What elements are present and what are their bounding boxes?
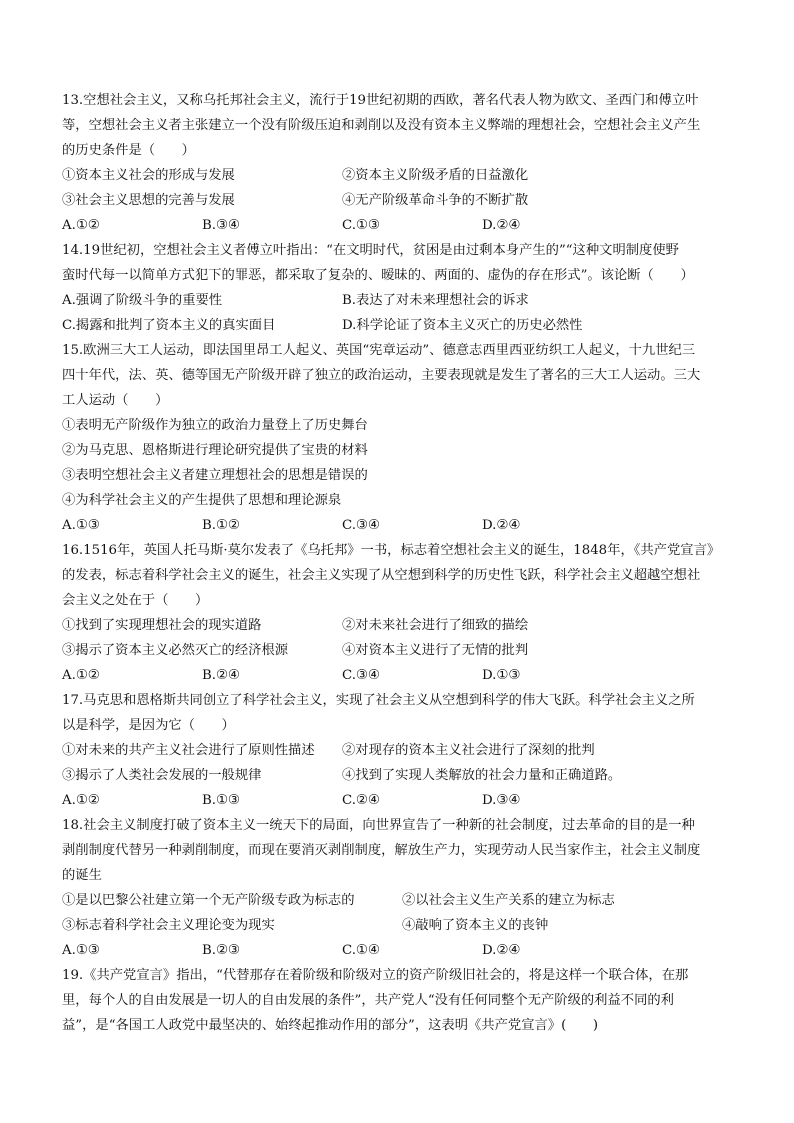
question-18-option-2: ②以社会主义生产关系的建立为标志 (402, 893, 615, 908)
question-18-choice-b: B.②③ (202, 943, 240, 958)
question-16-option-3: ③揭示了资本主义必然灭亡的经济根源 (62, 643, 289, 658)
question-18-choice-c: C.①④ (342, 943, 380, 958)
question-16-choice-d: D.①③ (482, 668, 521, 683)
question-17-choice-d: D.③④ (482, 793, 521, 808)
question-18-option-1: ①是以巴黎公社建立第一个无产阶级专政为标志的 (62, 893, 355, 908)
question-14-options-row-1 (62, 288, 742, 313)
question-18 (62, 813, 742, 963)
question-17-options-row-2 (62, 763, 742, 788)
question-15-choice-d: D.②④ (482, 518, 521, 533)
question-18-choice-a: A.①③ (62, 943, 100, 958)
question-17 (62, 688, 742, 813)
question-18-choice-d: D.②④ (482, 943, 521, 958)
question-15-statement-1: ①表明无产阶级作为独立的政治力量登上了历史舞台 (62, 418, 368, 433)
question-18-line-3: 的诞生 (62, 868, 102, 883)
question-14-option-b: B.表达了对未来理想社会的诉求 (342, 293, 529, 308)
question-13-option-1: ①资本主义社会的形成与发展 (62, 168, 235, 183)
question-18-choices (62, 938, 742, 963)
question-15-choice-a: A.①③ (62, 518, 100, 533)
question-13-choice-d: D.②④ (482, 218, 521, 233)
question-18-line-2: 剥削制度代替另一种剥削制度，而现在要消灭剥削制度，解放生产力，实现劳动人民当家作主，社会主义制度 (62, 843, 701, 858)
question-18-options-row-1 (62, 888, 742, 913)
question-16-option-2: ②对未来社会进行了细致的描绘 (342, 618, 529, 633)
question-17-choice-b: B.①③ (202, 793, 240, 808)
question-15-line-3: 工人运动（ ） (62, 393, 169, 408)
question-19 (62, 963, 742, 1038)
question-15-statement-2: ②为马克思、恩格斯进行理论研究提供了宝贵的材料 (62, 443, 368, 458)
question-16-choice-c: C.③④ (342, 668, 380, 683)
question-13-option-4: ④无产阶级革命斗争的不断扩散 (342, 193, 529, 208)
question-14-options-row-2 (62, 313, 742, 338)
question-15 (62, 338, 742, 538)
question-13-choices (62, 213, 742, 238)
question-17-choice-c: C.②④ (342, 793, 380, 808)
question-14-option-c: C.揭露和批判了资本主义的真实面目 (62, 318, 276, 333)
question-18-options-row-2 (62, 913, 742, 938)
question-16-option-1: ①找到了实现理想社会的现实道路 (62, 618, 262, 633)
question-16-line-1: 16.1516年，英国人托马斯·莫尔发表了《乌托邦》一书，标志着空想社会主义的诞生，1848年，《共产党宣言》 (62, 543, 721, 558)
question-17-line-1: 17.马克思和恩格斯共同创立了科学社会主义，实现了社会主义从空想到科学的伟大飞跃。科学社会主义之所 (62, 693, 695, 708)
question-19-line-1: 19.《共产党宣言》指出，“代替那存在着阶级和阶级对立的资产阶级旧社会的，将是这样一个联合体，在那 (62, 968, 689, 983)
question-19-line-3: 益”，是“各国工人政党中最坚决的、始终起推动作用的部分”，这表明《共产党宣言》( ) (62, 1018, 599, 1033)
question-13-line-2: 等，空想社会主义者主张建立一个没有阶级压迫和剥削以及没有资本主义弊端的理想社会，空想社会主义产生 (62, 118, 701, 133)
question-16-options-row-2 (62, 638, 742, 663)
question-16-choice-b: B.②④ (202, 668, 240, 683)
question-13-line-1: 13.空想社会主义，又称乌托邦社会主义，流行于19世纪初期的西欧，著名代表人物为欧文、圣西门和傅立叶 (62, 93, 699, 108)
question-17-choice-a: A.①② (62, 793, 100, 808)
question-13 (62, 88, 742, 238)
question-17-option-3: ③揭示了人类社会发展的一般规律 (62, 768, 262, 783)
question-15-choices (62, 513, 742, 538)
question-13-choice-c: C.①③ (342, 218, 380, 233)
question-17-option-4: ④找到了实现人类解放的社会力量和正确道路。 (342, 768, 622, 783)
question-19-line-2: 里，每个人的自由发展是一切人的自由发展的条件”，共产党人“没有任何同整个无产阶级的利益不同的利 (62, 993, 674, 1008)
question-16-line-2: 的发表，标志着科学社会主义的诞生，社会主义实现了从空想到科学的历史性飞跃，科学社会主义超越空想社 (62, 568, 701, 583)
question-17-option-2: ②对现存的资本主义社会进行了深刻的批判 (342, 743, 595, 758)
question-14 (62, 238, 742, 338)
question-17-options-row-1 (62, 738, 742, 763)
question-16 (62, 538, 742, 688)
question-15-choice-c: C.③④ (342, 518, 380, 533)
question-15-statement-3: ③表明空想社会主义者建立理想社会的思想是错误的 (62, 468, 368, 483)
question-17-option-1: ①对未来的共产主义社会进行了原则性描述 (62, 743, 315, 758)
question-18-line-1: 18.社会主义制度打破了资本主义一统天下的局面，向世界宣告了一种新的社会制度，过去革命的目的是一种 (62, 818, 695, 833)
question-15-choice-b: B.①② (202, 518, 240, 533)
question-13-choice-a: A.①② (62, 218, 100, 233)
question-14-line-1: 14.19世纪初，空想社会主义者傅立叶指出：“在文明时代，贫困是由过剩本身产生的”“这种文明制度使野 (62, 243, 679, 258)
question-14-option-d: D.科学论证了资本主义灭亡的历史必然性 (342, 318, 583, 333)
question-16-choice-a: A.①② (62, 668, 100, 683)
question-15-statement-4: ④为科学社会主义的产生提供了思想和理论源泉 (62, 493, 342, 508)
exam-page (62, 88, 742, 1038)
question-14-option-a: A.强调了阶级斗争的重要性 (62, 293, 223, 308)
question-18-option-4: ④敲响了资本主义的丧钟 (402, 918, 549, 933)
question-17-choices (62, 788, 742, 813)
question-13-option-2: ②资本主义阶级矛盾的日益激化 (342, 168, 529, 183)
question-17-line-2: 以是科学，是因为它（ ） (62, 718, 235, 733)
question-15-line-2: 四十年代，法、英、德等国无产阶级开辟了独立的政治运动，主要表现就是发生了著名的三大工人运动。三大 (62, 368, 701, 383)
question-13-options-row-1 (62, 163, 742, 188)
question-13-choice-b: B.③④ (202, 218, 240, 233)
question-16-option-4: ④对资本主义进行了无情的批判 (342, 643, 529, 658)
question-13-option-3: ③社会主义思想的完善与发展 (62, 193, 235, 208)
question-14-line-2: 蛮时代每一以简单方式犯下的罪恶，都采取了复杂的、暧昧的、两面的、虚伪的存在形式”。该论断（ ） (62, 268, 694, 283)
question-18-option-3: ③标志着科学社会主义理论变为现实 (62, 918, 275, 933)
question-13-line-3: 的历史条件是（ ） (62, 143, 195, 158)
question-16-line-3: 会主义之处在于（ ） (62, 593, 209, 608)
question-15-line-1: 15.欧洲三大工人运动，即法国里昂工人起义、英国“宪章运动”、德意志西里西亚纺织工人起义，十九世纪三 (62, 343, 696, 358)
question-16-options-row-1 (62, 613, 742, 638)
question-16-choices (62, 663, 742, 688)
question-13-options-row-2 (62, 188, 742, 213)
